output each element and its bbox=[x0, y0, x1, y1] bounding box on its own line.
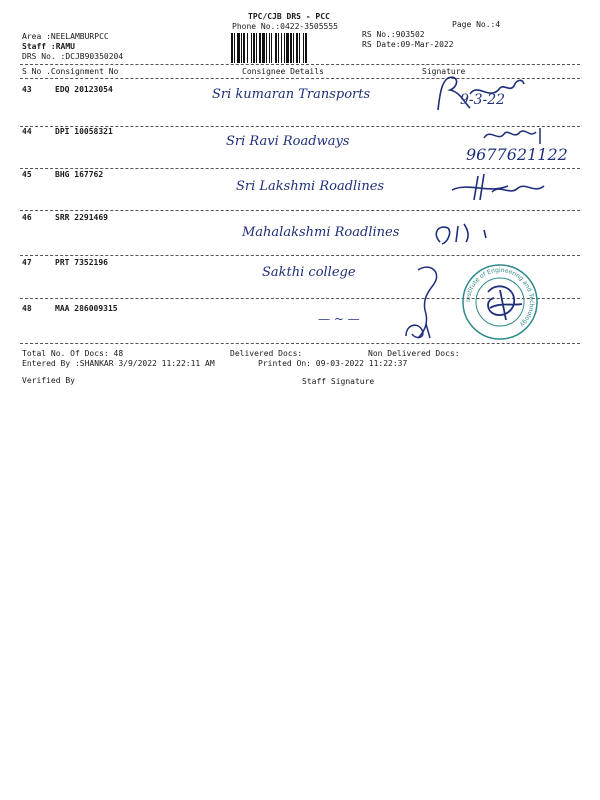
signature-46 bbox=[430, 220, 500, 250]
row-consignee-handwritten: Sri Ravi Roadways bbox=[226, 134, 350, 149]
printed-on: Printed On: 09-03-2022 11:22:37 bbox=[258, 359, 408, 368]
column-header-consignment: S No .Consignment No bbox=[22, 67, 119, 76]
row-sno: 43 bbox=[22, 85, 32, 94]
row-divider bbox=[20, 255, 580, 256]
non-delivered-docs: Non Delivered Docs: bbox=[368, 349, 460, 358]
phone-note: 9677621122 bbox=[466, 145, 568, 164]
signature-48 bbox=[402, 318, 434, 342]
row-divider bbox=[20, 168, 580, 169]
staff-signature-label: Staff Signature bbox=[302, 377, 375, 386]
row-consignment: PRT 7352196 bbox=[55, 258, 108, 267]
row-consignment: MAA 286009315 bbox=[55, 304, 118, 313]
row-sno: 45 bbox=[22, 170, 32, 179]
column-header-consignee: Consignee Details bbox=[242, 67, 324, 76]
entered-by: Entered By :SHANKAR 3/9/2022 11:22:11 AM bbox=[22, 359, 215, 368]
area-label: Area :NEELAMBURPCC bbox=[22, 32, 109, 41]
seal-text: Institute of Engineering and Technology bbox=[464, 266, 536, 329]
row-consignee-handwritten: Sakthi college bbox=[262, 265, 356, 280]
row-sno: 44 bbox=[22, 127, 32, 136]
document-title: TPC/CJB DRS - PCC bbox=[248, 12, 330, 21]
row-consignment: SRR 2291469 bbox=[55, 213, 108, 222]
signature-date: 9-3-22 bbox=[460, 92, 506, 108]
signature-45 bbox=[448, 172, 548, 202]
page-number: Page No.:4 bbox=[452, 20, 501, 29]
row-divider bbox=[20, 210, 580, 211]
rs-number: RS No.:903502 bbox=[362, 30, 425, 39]
staff-label: Staff :RAMU bbox=[22, 42, 75, 51]
row-consignee-handwritten: Mahalakshmi Roadlines bbox=[242, 225, 400, 240]
rs-date: RS Date:09-Mar-2022 bbox=[362, 40, 454, 49]
svg-text:Institute of Engineering and T bbox=[465, 267, 535, 328]
drs-number: DRS No. :DCJB90350204 bbox=[22, 52, 124, 61]
row-consignee-handwritten: Sri kumaran Transports bbox=[212, 87, 371, 102]
row-consignment: EDQ 20123054 bbox=[55, 85, 113, 94]
row-sno: 47 bbox=[22, 258, 32, 267]
delivered-docs: Delivered Docs: bbox=[230, 349, 303, 358]
row-sno: 46 bbox=[22, 213, 32, 222]
phone-number: Phone No.:0422-3505555 bbox=[232, 22, 338, 31]
row-consignment: BHG 167762 bbox=[55, 170, 104, 179]
total-docs: Total No. Of Docs: 48 bbox=[22, 349, 124, 358]
row-consignee-handwritten: — ~ — bbox=[318, 312, 360, 326]
row-sno: 48 bbox=[22, 304, 32, 313]
footer-divider bbox=[20, 343, 580, 344]
verified-by-label: Verified By bbox=[22, 376, 75, 385]
row-consignee-handwritten: Sri Lakshmi Roadlines bbox=[236, 179, 385, 194]
column-header-signature: Signature bbox=[422, 67, 466, 76]
barcode-image bbox=[230, 33, 352, 63]
institute-seal-stamp bbox=[460, 262, 540, 342]
row-consignment: DPI 10058321 bbox=[55, 127, 113, 136]
header-divider bbox=[20, 64, 580, 65]
